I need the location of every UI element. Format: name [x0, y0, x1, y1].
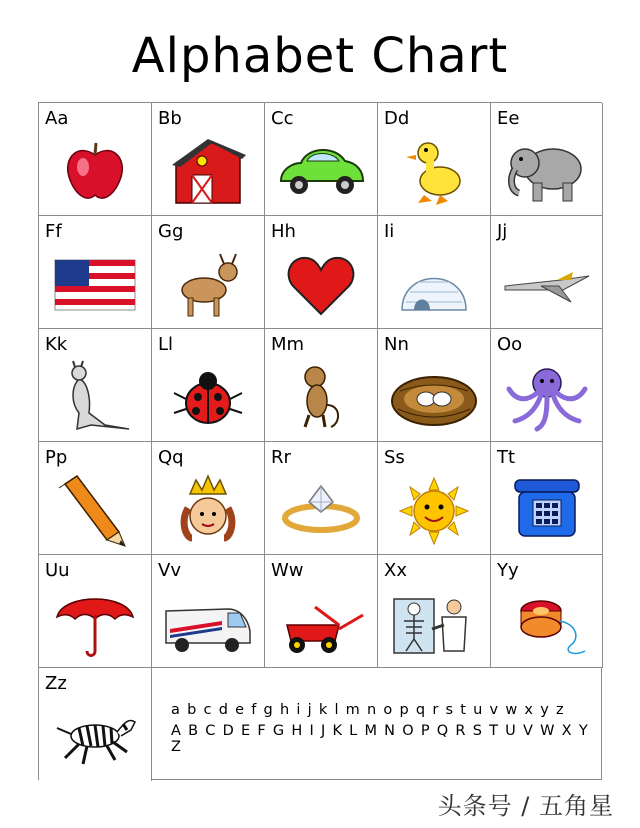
sun-icon — [388, 472, 480, 548]
zebra-icon — [49, 698, 141, 774]
ring-icon — [275, 472, 367, 548]
watermark-text: 头条号 / 五角星 — [437, 792, 614, 820]
kangaroo-icon — [49, 359, 141, 435]
letter-label: Cc — [271, 108, 294, 129]
letter-cell-l — [152, 329, 265, 442]
letter-label: Zz — [45, 673, 67, 694]
letter-cell-p — [39, 442, 152, 555]
letter-label: Mm — [271, 334, 305, 355]
letter-label: Qq — [158, 447, 184, 468]
letter-label: Ee — [497, 108, 520, 129]
queen-icon — [162, 472, 254, 548]
letter-cell-e — [491, 103, 603, 216]
jet-icon — [501, 246, 593, 322]
letter-cell-i — [378, 216, 491, 329]
letter-cell-m — [265, 329, 378, 442]
letter-label: Aa — [45, 108, 69, 129]
letter-label: Jj — [497, 221, 508, 242]
letter-cell-r — [265, 442, 378, 555]
letter-cell-h — [265, 216, 378, 329]
letter-label: Vv — [158, 560, 181, 581]
page-title: Alphabet Chart — [131, 28, 509, 84]
lowercase-alphabet: a b c d e f g h i j k l m n o p q r s t u v w x y z — [171, 702, 565, 718]
van-icon — [162, 585, 254, 661]
letter-label: Ii — [384, 221, 395, 242]
letter-label: Tt — [497, 447, 516, 468]
letter-cell-z — [39, 668, 152, 781]
letter-label: Yy — [497, 560, 519, 581]
letter-cell-n — [378, 329, 491, 442]
letter-cell-v — [152, 555, 265, 668]
letter-label: Xx — [384, 560, 407, 581]
yo-yo-icon — [501, 585, 593, 661]
igloo-icon — [388, 246, 480, 322]
letter-cell-s — [378, 442, 491, 555]
nest-icon — [388, 359, 480, 435]
car-icon — [275, 133, 367, 209]
letter-label: Pp — [45, 447, 68, 468]
letter-label: Oo — [497, 334, 523, 355]
monkey-icon — [275, 359, 367, 435]
letter-label: Gg — [158, 221, 184, 242]
letter-cell-d — [378, 103, 491, 216]
ladybug-icon — [162, 359, 254, 435]
letter-cell-c — [265, 103, 378, 216]
letter-label: Nn — [384, 334, 409, 355]
letter-label: Dd — [384, 108, 410, 129]
flag-icon — [49, 246, 141, 322]
letter-label: Hh — [271, 221, 296, 242]
elephant-icon — [501, 133, 593, 209]
letter-label: Ff — [45, 221, 62, 242]
goat-icon — [162, 246, 254, 322]
barn-icon — [162, 133, 254, 209]
pencil-icon — [49, 472, 141, 548]
letter-label: Ww — [271, 560, 304, 581]
letter-cell-j — [491, 216, 603, 329]
letter-label: Uu — [45, 560, 70, 581]
alphabet-panel — [151, 668, 603, 781]
letter-cell-t — [491, 442, 603, 555]
letter-label: Ll — [158, 334, 174, 355]
letter-cell-w — [265, 555, 378, 668]
octopus-icon — [501, 359, 593, 435]
umbrella-icon — [49, 585, 141, 661]
letter-label: Rr — [271, 447, 291, 468]
letter-cell-o — [491, 329, 603, 442]
letter-label: Kk — [45, 334, 68, 355]
letter-cell-q — [152, 442, 265, 555]
letter-cell-k — [39, 329, 152, 442]
telephone-icon — [501, 472, 593, 548]
duck-icon — [388, 133, 480, 209]
letter-label: Bb — [158, 108, 182, 129]
letter-cell-x — [378, 555, 491, 668]
letter-label: Ss — [384, 447, 405, 468]
wagon-icon — [275, 585, 367, 661]
letter-cell-u — [39, 555, 152, 668]
letter-cell-y — [491, 555, 603, 668]
letter-cell-f — [39, 216, 152, 329]
letter-cell-g — [152, 216, 265, 329]
heart-icon — [275, 246, 367, 322]
uppercase-alphabet: A B C D E F G H I J K L M N O P Q R S T U V W X Y Z — [171, 723, 589, 755]
letter-cell-b — [152, 103, 265, 216]
letter-cell-a — [39, 103, 152, 216]
apple-icon — [49, 133, 141, 209]
alphabet-grid — [38, 102, 602, 780]
x-ray-icon — [388, 585, 480, 661]
